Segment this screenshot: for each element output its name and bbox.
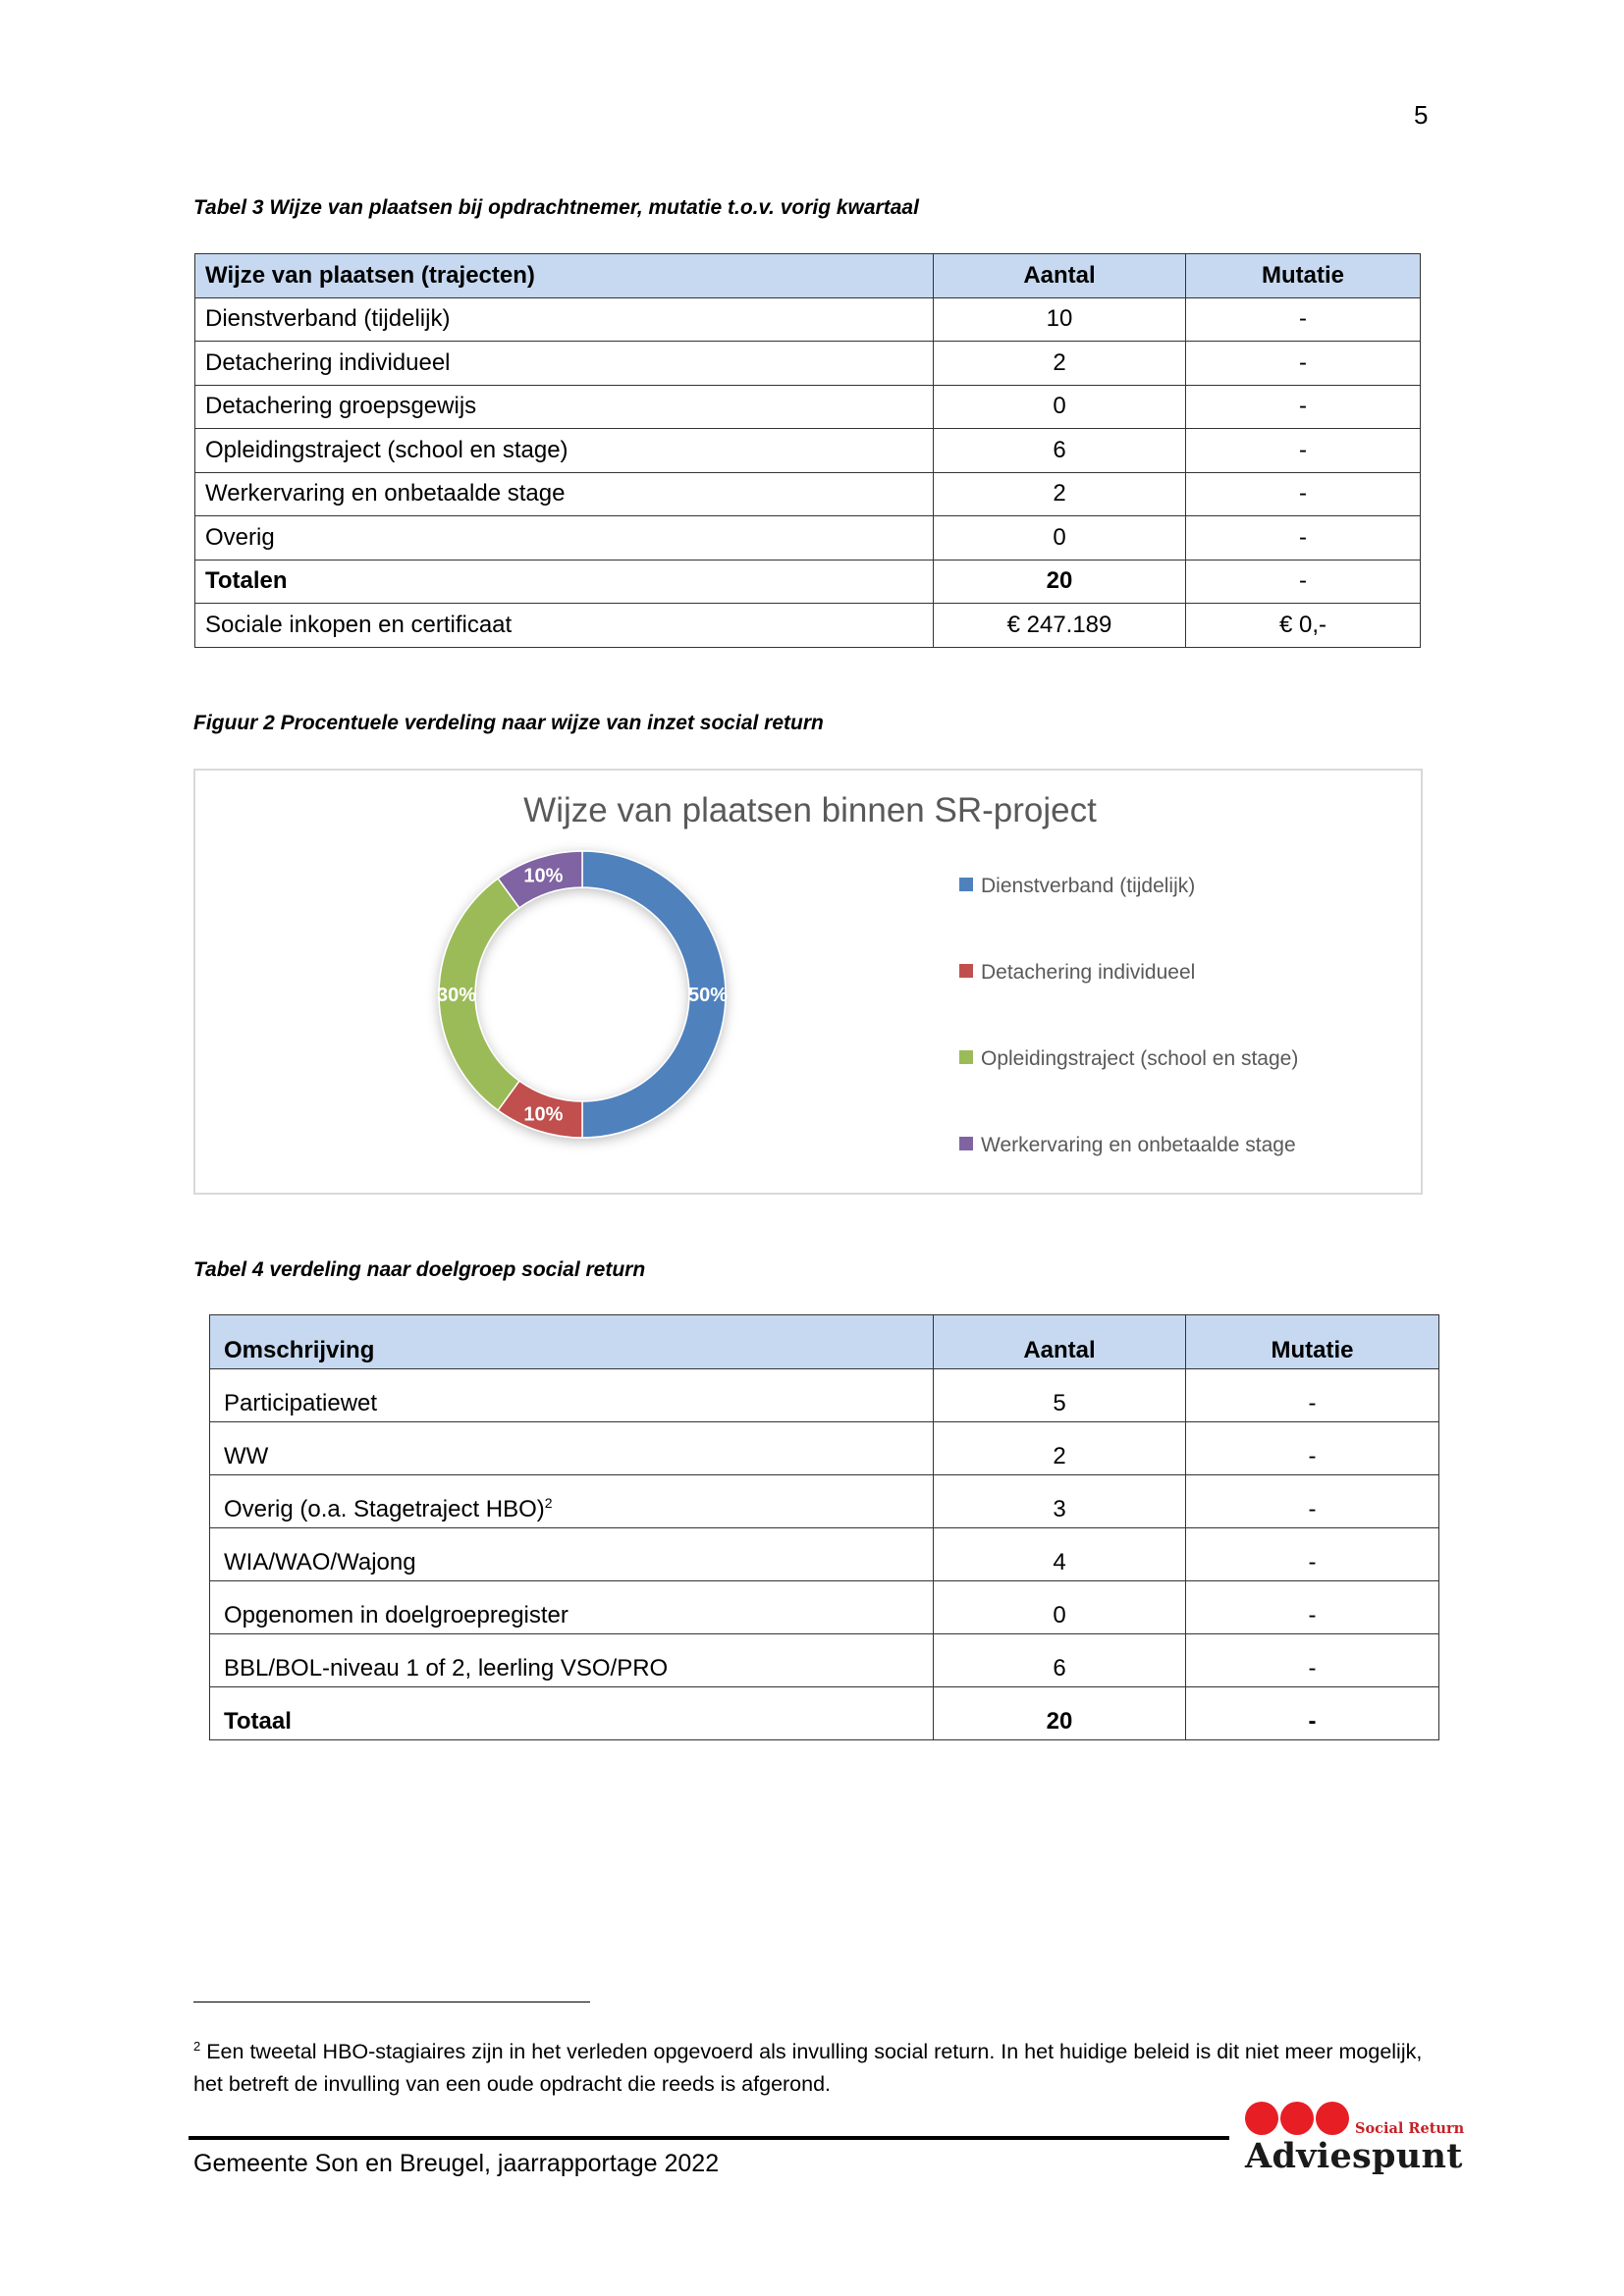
table-total-row bbox=[195, 560, 1421, 604]
table-cell: Overig bbox=[195, 516, 934, 561]
table-cell: WW bbox=[210, 1422, 934, 1475]
table-row bbox=[210, 1422, 1439, 1475]
table-cell: - bbox=[1186, 560, 1421, 604]
table-row bbox=[210, 1369, 1439, 1422]
table-cell: Opleidingstraject (school en stage) bbox=[195, 429, 934, 473]
table-row bbox=[210, 1528, 1439, 1581]
donut-chart bbox=[193, 769, 1423, 1195]
donut-chart-svg bbox=[195, 771, 1421, 1193]
logo-dot-icon bbox=[1280, 2102, 1314, 2135]
table-cell: 2 bbox=[934, 342, 1186, 386]
logo-tagline: Social Return bbox=[1355, 2120, 1465, 2137]
table-row bbox=[195, 385, 1421, 429]
table-cell: 0 bbox=[934, 516, 1186, 561]
table3-caption: Tabel 3 Wijze van plaatsen bij opdrachtnemer, mutatie t.o.v. vorig kwartaal bbox=[193, 196, 919, 219]
table-cell: - bbox=[1186, 516, 1421, 561]
slice-label: 30% bbox=[436, 985, 477, 1006]
table-cell: - bbox=[1186, 1475, 1439, 1528]
legend-swatch bbox=[959, 1050, 973, 1064]
legend-label: Opleidingstraject (school en stage) bbox=[981, 1047, 1299, 1070]
table-cell: - bbox=[1186, 1687, 1439, 1740]
table3 bbox=[194, 253, 1421, 648]
column-header: Aantal bbox=[934, 254, 1186, 298]
legend-swatch bbox=[959, 1137, 973, 1150]
slice-label: 10% bbox=[523, 865, 564, 887]
table-cell: 0 bbox=[934, 385, 1186, 429]
table-cell: Totaal bbox=[210, 1687, 934, 1740]
footer-text: Gemeente Son en Breugel, jaarrapportage 2022 bbox=[193, 2150, 720, 2177]
legend-swatch bbox=[959, 878, 973, 891]
table-cell: 20 bbox=[934, 560, 1186, 604]
table-cell: 2 bbox=[934, 472, 1186, 516]
table-row bbox=[210, 1634, 1439, 1687]
column-header: Omschrijving bbox=[210, 1315, 934, 1369]
logo-wordmark: Adviespunt bbox=[1245, 2136, 1463, 2176]
table-cell: - bbox=[1186, 1422, 1439, 1475]
column-header: Aantal bbox=[934, 1315, 1186, 1369]
table-cell bbox=[210, 1475, 934, 1528]
table-cell: 20 bbox=[934, 1687, 1186, 1740]
table-cell: Werkervaring en onbetaalde stage bbox=[195, 472, 934, 516]
table-cell: 10 bbox=[934, 297, 1186, 342]
table-cell: - bbox=[1186, 342, 1421, 386]
slice-label: 50% bbox=[687, 985, 729, 1006]
footnote-number: 2 bbox=[193, 2038, 201, 2054]
table-header-row bbox=[195, 254, 1421, 298]
table-cell: 6 bbox=[934, 1634, 1186, 1687]
table-cell: Totalen bbox=[195, 560, 934, 604]
column-header: Mutatie bbox=[1186, 254, 1421, 298]
table-cell: Participatiewet bbox=[210, 1369, 934, 1422]
table-cell: 3 bbox=[934, 1475, 1186, 1528]
table-cell: - bbox=[1186, 1634, 1439, 1687]
table-cell: - bbox=[1186, 385, 1421, 429]
table-cell: - bbox=[1186, 429, 1421, 473]
table-row bbox=[195, 472, 1421, 516]
table-cell: WIA/WAO/Wajong bbox=[210, 1528, 934, 1581]
table-cell: - bbox=[1186, 472, 1421, 516]
table-cell: - bbox=[1186, 1581, 1439, 1634]
table-cell: Detachering individueel bbox=[195, 342, 934, 386]
table-cell: 0 bbox=[934, 1581, 1186, 1634]
table-cell: Opgenomen in doelgroepregister bbox=[210, 1581, 934, 1634]
logo-dot-icon bbox=[1245, 2102, 1278, 2135]
legend-label: Dienstverband (tijdelijk) bbox=[981, 875, 1196, 897]
legend-label: Detachering individueel bbox=[981, 961, 1196, 984]
footnote-text: Een tweetal HBO-stagiaires zijn in het verleden opgevoerd als invulling social return. In het huidige beleid is dit niet meer mogelijk, het betreft de invulling van een oude opdracht die reeds is afgerond. bbox=[193, 2040, 1423, 2096]
column-header: Wijze van plaatsen (trajecten) bbox=[195, 254, 934, 298]
cell-text: Overig (o.a. Stagetraject HBO) bbox=[224, 1496, 545, 1522]
table4-caption: Tabel 4 verdeling naar doelgroep social return bbox=[193, 1258, 646, 1281]
legend-label: Werkervaring en onbetaalde stage bbox=[981, 1134, 1296, 1156]
table-cell: Dienstverband (tijdelijk) bbox=[195, 297, 934, 342]
table-cell: BBL/BOL-niveau 1 of 2, leerling VSO/PRO bbox=[210, 1634, 934, 1687]
table4 bbox=[209, 1314, 1439, 1740]
table-row bbox=[195, 604, 1421, 648]
table-row bbox=[195, 516, 1421, 561]
table-cell: € 0,- bbox=[1186, 604, 1421, 648]
page-number: 5 bbox=[1414, 100, 1429, 130]
table-cell: - bbox=[1186, 297, 1421, 342]
table-cell: - bbox=[1186, 1369, 1439, 1422]
logo-dot-icon bbox=[1316, 2102, 1349, 2135]
footnote-ref[interactable]: 2 bbox=[544, 1495, 553, 1511]
legend-swatch bbox=[959, 964, 973, 978]
table-cell: 2 bbox=[934, 1422, 1186, 1475]
column-header: Mutatie bbox=[1186, 1315, 1439, 1369]
table-row bbox=[195, 429, 1421, 473]
table-cell: - bbox=[1186, 1528, 1439, 1581]
table-cell: 6 bbox=[934, 429, 1186, 473]
table-total-row bbox=[210, 1687, 1439, 1740]
table-cell: Sociale inkopen en certificaat bbox=[195, 604, 934, 648]
table-row bbox=[210, 1581, 1439, 1634]
table-row bbox=[195, 297, 1421, 342]
footnote bbox=[193, 2036, 1450, 2101]
footer-rule bbox=[189, 2136, 1229, 2140]
figure2-caption: Figuur 2 Procentuele verdeling naar wijze van inzet social return bbox=[193, 712, 824, 734]
table-row bbox=[195, 342, 1421, 386]
table-cell: 5 bbox=[934, 1369, 1186, 1422]
slice-label: 10% bbox=[523, 1103, 564, 1126]
table-cell: € 247.189 bbox=[934, 604, 1186, 648]
table-row bbox=[210, 1475, 1439, 1528]
table-cell: 4 bbox=[934, 1528, 1186, 1581]
table-cell: Detachering groepsgewijs bbox=[195, 385, 934, 429]
chart-title: Wijze van plaatsen binnen SR-project bbox=[523, 791, 1097, 829]
table-header-row bbox=[210, 1315, 1439, 1369]
